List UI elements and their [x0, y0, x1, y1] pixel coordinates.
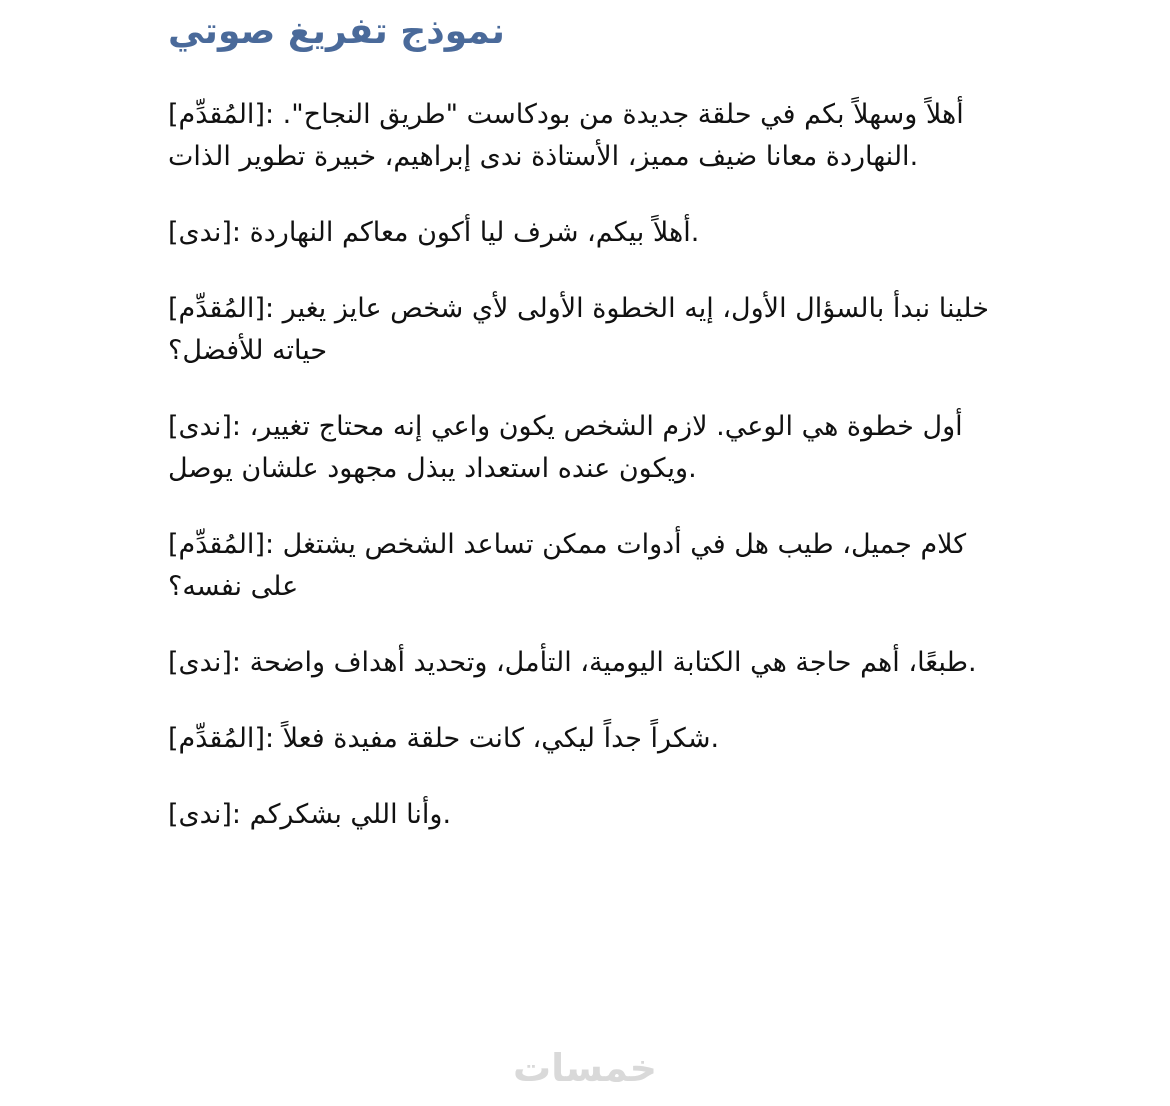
speaker-label: [ندى]:	[168, 647, 242, 678]
speaker-label: [المُقدِّم]:	[168, 293, 275, 324]
speaker-label: [المُقدِّم]:	[168, 99, 275, 130]
utterance-text: وأنا اللي بشكركم.	[249, 799, 452, 830]
transcript-entry	[168, 212, 1008, 254]
utterance-text: أهلاً بيكم، شرف ليا أكون معاكم النهاردة.	[249, 217, 700, 248]
utterance-text: شكراً جداً ليكي، كانت حلقة مفيدة فعلاً.	[282, 723, 720, 754]
speaker-label: [المُقدِّم]:	[168, 529, 275, 560]
transcript-entry	[168, 406, 1008, 490]
transcript-entry	[168, 642, 1008, 684]
transcript	[168, 94, 1008, 836]
utterance-text: أول خطوة هي الوعي. لازم الشخص يكون واعي إنه محتاج تغيير، ويكون عنده استعداد يبذل مجهود علشان يوصل.	[168, 411, 963, 484]
transcript-entry	[168, 794, 1008, 836]
speaker-label: [المُقدِّم]:	[168, 723, 275, 754]
speaker-label: [ندى]:	[168, 217, 242, 248]
utterance-text: خلينا نبدأ بالسؤال الأول، إيه الخطوة الأولى لأي شخص عايز يغير حياته للأفضل؟	[168, 293, 989, 366]
utterance-text: كلام جميل، طيب هل في أدوات ممكن تساعد الشخص يشتغل على نفسه؟	[168, 529, 967, 602]
document-title: نموذج تفريغ صوتي	[168, 11, 505, 52]
transcript-entry	[168, 94, 1008, 178]
transcript-entry	[168, 288, 1008, 372]
utterance-text: أهلاً وسهلاً بكم في حلقة جديدة من بودكاست "طريق النجاح". النهاردة معانا ضيف مميز، الأستاذة ندى إبراهيم، خبيرة تطوير الذات.	[168, 99, 964, 172]
speaker-label: [ندى]:	[168, 411, 242, 442]
transcript-entry	[168, 524, 1008, 608]
document-page	[168, 0, 1008, 870]
watermark-logo: خمسات	[513, 1046, 657, 1090]
speaker-label: [ندى]:	[168, 799, 242, 830]
utterance-text: طبعًا، أهم حاجة هي الكتابة اليومية، التأمل، وتحديد أهداف واضحة.	[249, 647, 977, 678]
transcript-entry	[168, 718, 1008, 760]
